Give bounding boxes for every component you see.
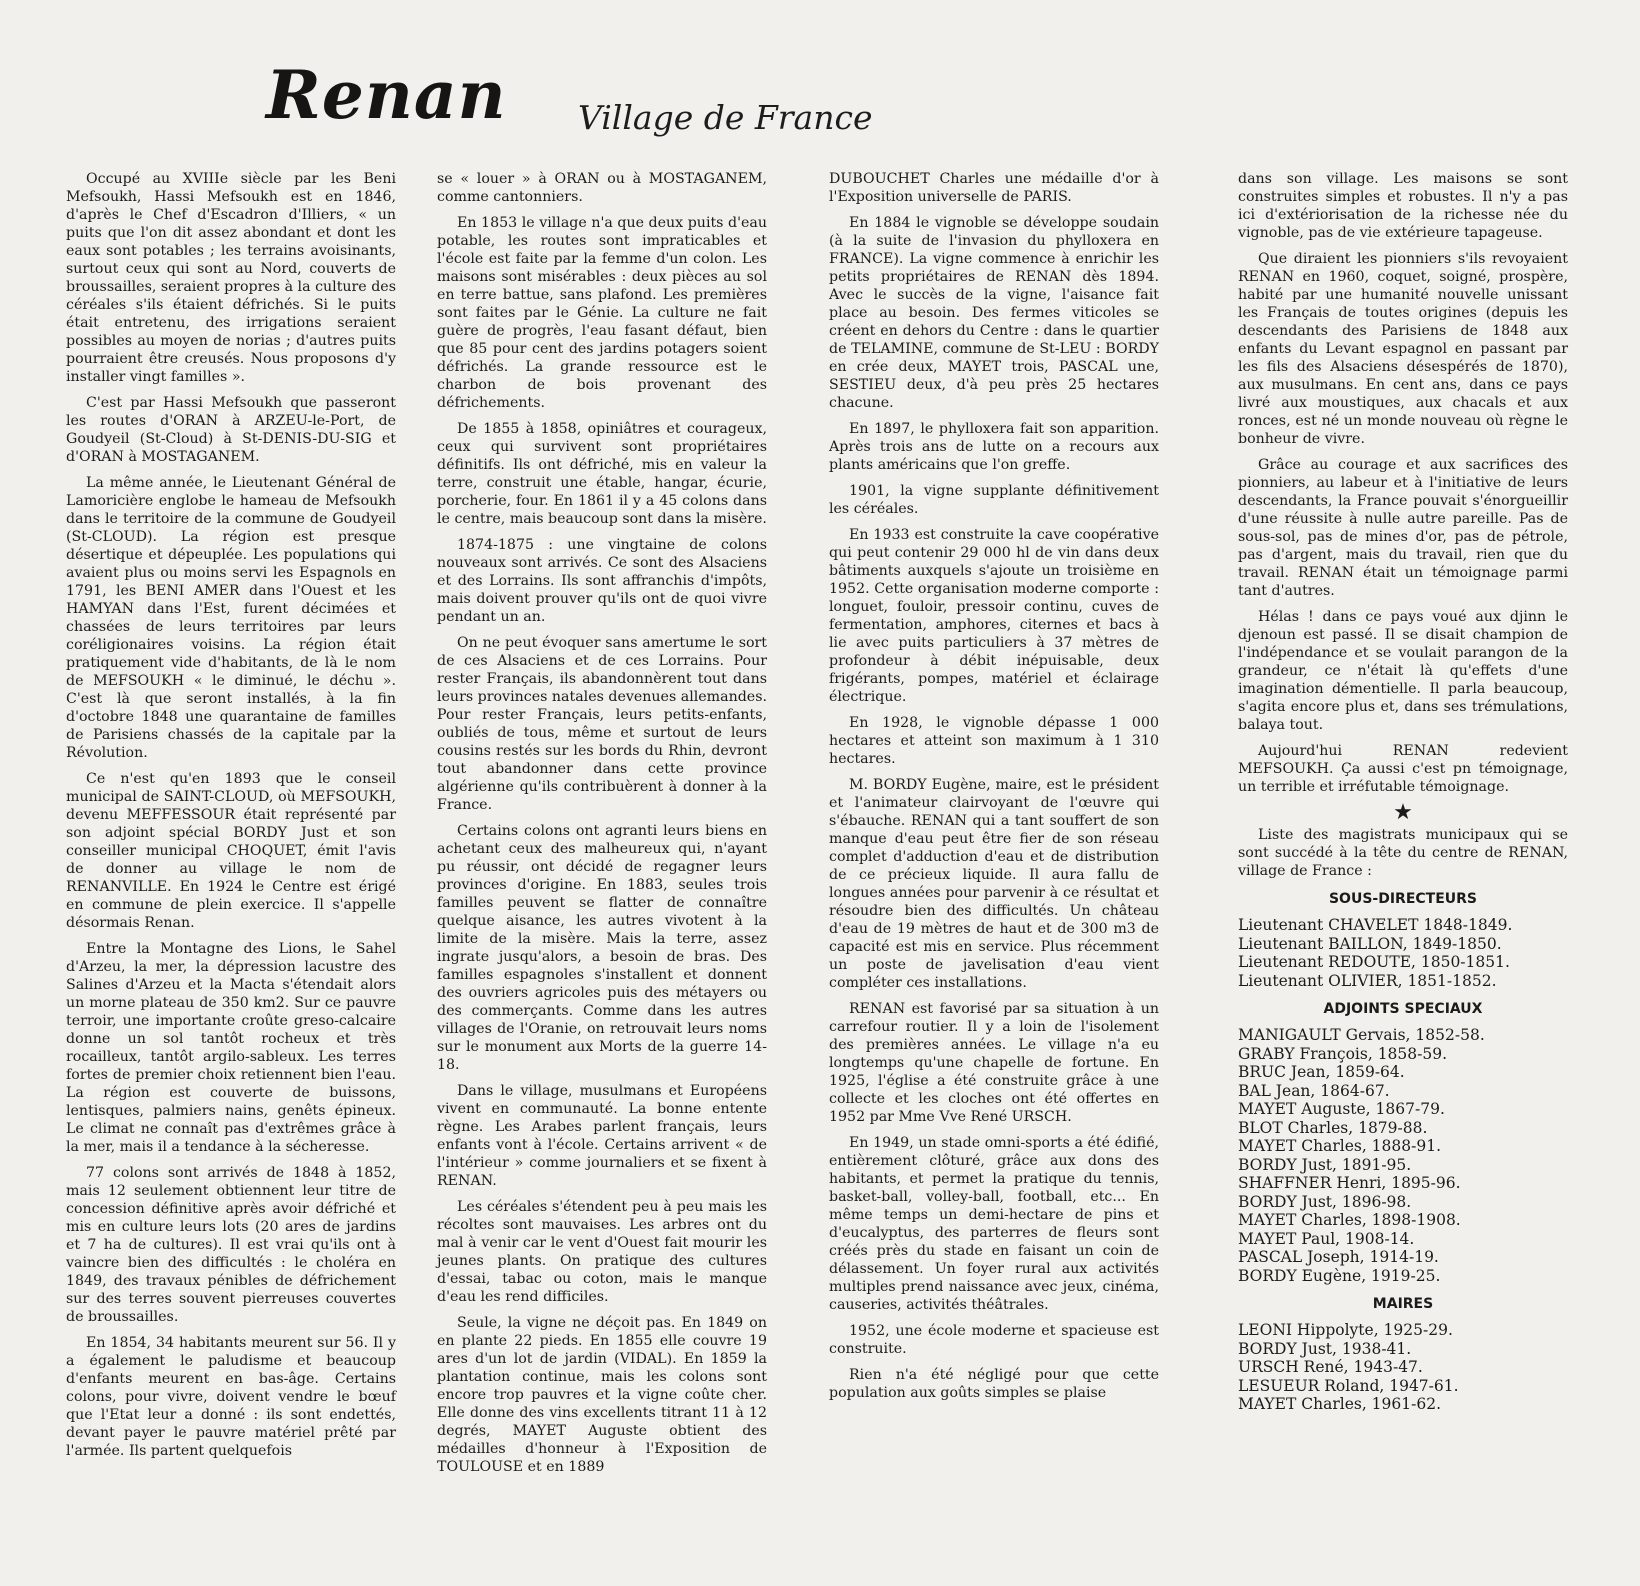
list-item: BORDY Just, 1891-95.	[1238, 1155, 1412, 1174]
paragraph: En 1884 le vignoble se développe soudain (à la suite de l'invasion du phylloxera en FRANCE). La vigne commence à enrichir les petits propriétaires de RENAN dès 1894. Avec le succès de la vigne, l'aisance fait place au besoin. Des fermes viticoles se créent en dehors du Centre : dans le quartier de TELAMINE, commune de St-LEU : BORDY en crée deux, MAYET trois, PASCAL une, SESTIEU deux, d'à peu près 25 hectares chacune.	[829, 215, 1159, 411]
paragraph: Grâce au courage et aux sacrifices des pionniers, au labeur et à l'initiative de leurs descendants, la France pouvait s'énorgueillir d'une réussite à nulle autre pareille. Pas de sous-sol, pas de mines d'or, pas de pétrole, pas d'argent, mais du travail, rien que du travail. RENAN était un témoignage parmi tant d'autres.	[1238, 457, 1568, 599]
paragraph: En 1854, 34 habitants meurent sur 56. Il y a également le paludisme et beaucoup d'enfants meurent en bas-âge. Certains colons, pour vivre, doivent vendre le bœuf que l'Etat leur a donné : ils sont endettés, devant payer le pauvre matériel prêté par l'armée. Ils partent quelquefois	[66, 1335, 396, 1459]
paragraph: Aujourd'hui RENAN redevient MEFSOUKH. Ça aussi c'est pn témoignage, un terrible et irréfutable témoignage.	[1238, 743, 1568, 795]
list-item: MAYET Charles, 1961-62.	[1238, 1395, 1442, 1413]
paragraph: Certains colons ont agranti leurs biens en achetant ceux des malheureux qui, n'ayant pu réussir, ont décidé de regagner leurs provinces d'origine. En 1883, seules trois familles peuvent se flatter de connaître quelque aisance, les autres vivotent à la limite de la misère. Mais la terre, assez ingrate jusqu'alors, a besoin de bras. Des familles espagnoles s'installent et donnent des ouvriers agricoles puis des métayers ou des commerçants. Comme dans les autres villages de l'Oranie, on retrouvait leurs noms sur le monument aux Morts de la guerre 14-18.	[437, 823, 767, 1073]
list-item: BAL Jean, 1864-67.	[1238, 1081, 1390, 1100]
paragraph: se « louer » à ORAN ou à MOSTAGANEM, comme cantonniers.	[437, 171, 767, 205]
paragraph: Hélas ! dans ce pays voué aux djinn le djenoun est passé. Il se disait champion de l'indépendance et se voulait parangon de la grandeur, ce n'était là qu'effets d'une imagination démentielle. Il parla beaucoup, s'agita encore plus et, dans ses trémulations, balaya tout.	[1238, 609, 1568, 733]
column-3	[829, 170, 1159, 1410]
list-item: URSCH René, 1943-47.	[1238, 1358, 1423, 1376]
list-item: MANIGAULT Gervais, 1852-58.	[1238, 1026, 1485, 1044]
paragraph: 1952, une école moderne et spacieuse est construite.	[829, 1323, 1159, 1357]
page-title	[0, 56, 1640, 156]
title-subtitle: Village de France	[578, 98, 873, 137]
paragraph: La même année, le Lieutenant Général de Lamoricière englobe le hameau de Mefsoukh dans le territoire de la commune de Goudyeil (St-CLOUD). La région est presque désertique et dépeuplée. Les populations qui avaient plus ou moins servi les Espagnols en 1791, les BENI AMER dans l'Ouest et les HAMYAN dans l'Est, furent décimées et chassées de leurs territoires par leurs coréligionaires voisins. La région était pratiquement vide d'habitants, de là le nom de MEFSOUKH « le diminué, le déchu ». C'est là que seront installés, à la fin d'octobre 1848 une quarantaine de familles de Parisiens chassés de la capitale par la Révolution.	[66, 475, 396, 761]
list-item: BORDY Just, 1938-41.	[1238, 1339, 1412, 1358]
paragraph: En 1897, le phylloxera fait son apparition. Après trois ans de lutte on a recours aux plants américains que l'on greffe.	[829, 421, 1159, 473]
maires-list	[1238, 1321, 1568, 1414]
list-item: SHAFFNER Henri, 1895-96.	[1238, 1174, 1461, 1192]
column-1	[66, 170, 396, 1468]
list-item: MAYET Paul, 1908-14.	[1238, 1229, 1415, 1248]
list-item: Lieutenant BAILLON, 1849-1850.	[1238, 934, 1502, 953]
list-item: BLOT Charles, 1879-88.	[1238, 1118, 1428, 1137]
list-item: MAYET Auguste, 1867-79.	[1238, 1100, 1445, 1118]
title-main: Renan	[266, 56, 507, 134]
paragraph: Ce n'est qu'en 1893 que le conseil municipal de SAINT-CLOUD, où MEFSOUKH, devenu MEFFESSOUR était représenté par son adjoint spécial BORDY Just et son conseiller municipal CHOQUET, émit l'avis de donner au village le nom de RENANVILLE. En 1924 le Centre est érigé en commune de plein exercice. Il s'appelle désormais Renan.	[66, 771, 396, 931]
column-4	[1238, 170, 1568, 1420]
paragraph: Dans le village, musulmans et Européens vivent en communauté. La bonne entente règne. Les Arabes parlent français, leurs enfants vont à l'école. Certains arrivent « de l'intérieur » comme journaliers et se fixent à RENAN.	[437, 1083, 767, 1189]
paragraph: M. BORDY Eugène, maire, est le président et l'animateur clairvoyant de l'œuvre qui s'ébauche. RENAN qui a tant souffert de son manque d'eau peut être fier de son réseau complet d'adduction d'eau et de distribution de ce précieux liquide. Il aura fallu de longues années pour parvenir à ce résultat et résoudre bien des difficultés. Un château d'eau de 19 mètres de haut et de 300 m3 de capacité est mis en service. Plus récemment un poste de javelisation d'eau vient compléter ces installations.	[829, 777, 1159, 991]
paragraph: Occupé au XVIIIe siècle par les Beni Mefsoukh, Hassi Mefsoukh est en 1846, d'après le Chef d'Escadron d'Illiers, « un puits que l'on dit assez abondant et dont les eaux sont potables ; les terrains avoisinants, surtout ceux qui sont au Nord, couverts de broussailles, seraient propres à la culture des céréales s'ils étaient défrichés. Si le puits était entretenu, des irrigations seraient possibles au moyen de norias ; d'autres puits pourraient être creusés. Nous proposons d'y installer vingt familles ».	[66, 171, 396, 385]
list-item: BRUC Jean, 1859-64.	[1238, 1063, 1405, 1081]
section-heading-sous-directeurs: SOUS-DIRECTEURS	[1328, 891, 1478, 907]
paragraph: RENAN est favorisé par sa situation à un carrefour routier. Il y a loin de l'isolement des premières années. Le village n'a eu longtemps qu'une chapelle de fortune. En 1925, l'église a été construite grâce à une collecte et les cloches ont été offertes en 1952 par Mme Vve René URSCH.	[829, 1001, 1159, 1125]
paragraph: On ne peut évoquer sans amertume le sort de ces Alsaciens et de ces Lorrains. Pour rester Français, ils abandonnèrent tout dans leurs provinces natales devenues allemandes. Pour rester Français, leurs petits-enfants, oubliés de tous, même et surtout de leurs cousins restés sur les bords du Rhin, devront tout abandonner dans cette province algérienne qu'ils contribuèrent à donner à la France.	[437, 635, 767, 813]
magistrates-list-intro: Liste des magistrats municipaux qui se sont succédé à la tête du centre de RENAN, village de France :	[1238, 827, 1568, 879]
list-item: LEONI Hippolyte, 1925-29.	[1238, 1321, 1453, 1339]
paragraph: Que diraient les pionniers s'ils revoyaient RENAN en 1960, coquet, soigné, prospère, habité par une humanité nouvelle unissant les Français de toutes origines (depuis les descendants des Parisiens de 1848 aux enfants du Levant espagnol en passant par les fils des Alsaciens désespérés de 1870), aux musulmans. En cent ans, dans ce pays livré aux moustiques, aux chacals et aux ronces, est né un monde nouveau où règne le bonheur de vivre.	[1238, 251, 1568, 447]
list-item: BORDY Just, 1896-98.	[1238, 1192, 1412, 1211]
paragraph: Entre la Montagne des Lions, le Sahel d'Arzeu, la mer, la dépression lacustre des Salines d'Arzeu et la Macta s'étendait alors un morne plateau de 350 km2. Sur ce pauvre terroir, une importante croûte greso-calcaire donne un sol tantôt rocheux et très rocailleux, tantôt argilo-sableux. Les terres fortes de premier choix retiennent bien l'eau. La région est couverte de buissons, lentisques, palmiers nains, genêts épineux. Le climat ne connaît pas d'extrêmes grâce à la mer, mais il a tendance à la sécheresse.	[66, 941, 396, 1155]
paragraph: De 1855 à 1858, opiniâtres et courageux, ceux qui survivent sont propriétaires définitifs. Ils ont défriché, mis en valeur la terre, construit une étable, hangar, écurie, porcherie, four. En 1861 il y a 45 colons dans le centre, mais beaucoup sont dans la misère.	[437, 421, 767, 527]
paragraph: C'est par Hassi Mefsoukh que passeront les routes d'ORAN à ARZEU-le-Port, de Goudyeil (St-Cloud) à St-DENIS-DU-SIG et d'ORAN à MOSTAGANEM.	[66, 395, 396, 465]
section-heading-adjoints: ADJOINTS SPECIAUX	[1323, 1001, 1483, 1017]
list-item: Lieutenant CHAVELET 1848-1849.	[1238, 916, 1513, 934]
paragraph: 1901, la vigne supplante définitivement les céréales.	[829, 483, 1159, 517]
list-item: Lieutenant REDOUTE, 1850-1851.	[1238, 953, 1510, 971]
paragraph: En 1928, le vignoble dépasse 1 000 hectares et atteint son maximum à 1 310 hectares.	[829, 715, 1159, 767]
list-item: MAYET Charles, 1888-91.	[1238, 1137, 1442, 1155]
list-item: GRABY François, 1858-59.	[1238, 1044, 1448, 1063]
list-item: PASCAL Joseph, 1914-19.	[1238, 1248, 1439, 1266]
sous-directeurs-list	[1238, 916, 1568, 990]
paragraph: DUBOUCHET Charles une médaille d'or à l'Exposition universelle de PARIS.	[829, 171, 1159, 205]
list-item: Lieutenant OLIVIER, 1851-1852.	[1238, 971, 1497, 990]
star-icon: ★	[1393, 800, 1413, 825]
list-item: MAYET Charles, 1898-1908.	[1238, 1211, 1461, 1229]
list-item: LESUEUR Roland, 1947-61.	[1238, 1376, 1459, 1395]
paragraph: En 1853 le village n'a que deux puits d'eau potable, les routes sont impraticables et l'école est faite par la femme d'un colon. Les maisons sont misérables : deux pièces au sol en terre battue, sans plafond. Les premières sont faites par le Génie. La culture ne fait guère de progrès, l'eau fasant défaut, bien que 85 pour cent des jardins potagers soient défrichés. La grande ressource est le charbon de bois provenant des défrichements.	[437, 215, 767, 411]
adjoints-list	[1238, 1026, 1568, 1285]
paragraph: dans son village. Les maisons se sont construites simples et robustes. Il n'y a pas ici d'extériorisation de la richesse née du vignoble, pas de vie extérieure tapageuse.	[1238, 171, 1568, 241]
paragraph: 1874-1875 : une vingtaine de colons nouveaux sont arrivés. Ce sont des Alsaciens et des Lorrains. Ils sont affranchis d'impôts, mais doivent prouver qu'ils ont de quoi vivre pendant un an.	[437, 537, 767, 625]
paragraph: 77 colons sont arrivés de 1848 à 1852, mais 12 seulement obtiennent leur titre de concession définitive après avoir défriché et mis en culture leurs lots (20 ares de jardins et 7 ha de cultures). Il est vrai qu'ils ont à vaincre bien des difficultés : le choléra en 1849, des travaux pénibles de défrichement sur des terres souvent pierreuses couvertes de broussailles.	[66, 1165, 396, 1325]
list-item: BORDY Eugène, 1919-25.	[1238, 1266, 1441, 1285]
paragraph: Rien n'a été négligé pour que cette population aux goûts simples se plaise	[829, 1367, 1159, 1401]
paragraph: Les céréales s'étendent peu à peu mais les récoltes sont mauvaises. Les arbres ont du mal à venir car le vent d'Ouest fait mourir les jeunes plants. On pratique des cultures d'essai, tabac ou coton, mais le manque d'eau les rend difficiles.	[437, 1199, 767, 1305]
paragraph: En 1933 est construite la cave coopérative qui peut contenir 29 000 hl de vin dans deux bâtiments auxquels s'ajoute un troisième en 1952. Cette organisation moderne comporte : longuet, fouloir, pressoir continu, cuves de fermentation, amphores, citernes et bacs à lie avec puits particuliers à 37 mètres de profondeur à débit inépuisable, deux frigérants, pompes, matériel et éclairage électrique.	[829, 527, 1159, 705]
column-2	[437, 170, 767, 1484]
paragraph: En 1949, un stade omni-sports a été édifié, entièrement clôturé, grâce aux dons des habitants, et permet la pratique du tennis, basket-ball, volley-ball, football, etc... En même temps un demi-hectare de pins et d'eucalyptus, des parterres de fleurs sont créés près du stade en faisant un coin de délassement. Un foyer rural aux activités multiples prend naissance avec jeux, cinéma, causeries, activités théâtrales.	[829, 1135, 1159, 1313]
section-heading-maires: MAIRES	[1372, 1296, 1434, 1312]
paragraph: Seule, la vigne ne déçoit pas. En 1849 on en plante 22 pieds. En 1855 elle couvre 19 ares d'un lot de jardin (VIDAL). En 1859 la plantation continue, mais les colons sont encore trop pauvres et la vigne coûte cher. Elle donne des vins excellents titrant 11 à 12 degrés, MAYET Auguste obtient des médailles d'honneur à l'Exposition de TOULOUSE et en 1889	[437, 1315, 767, 1475]
